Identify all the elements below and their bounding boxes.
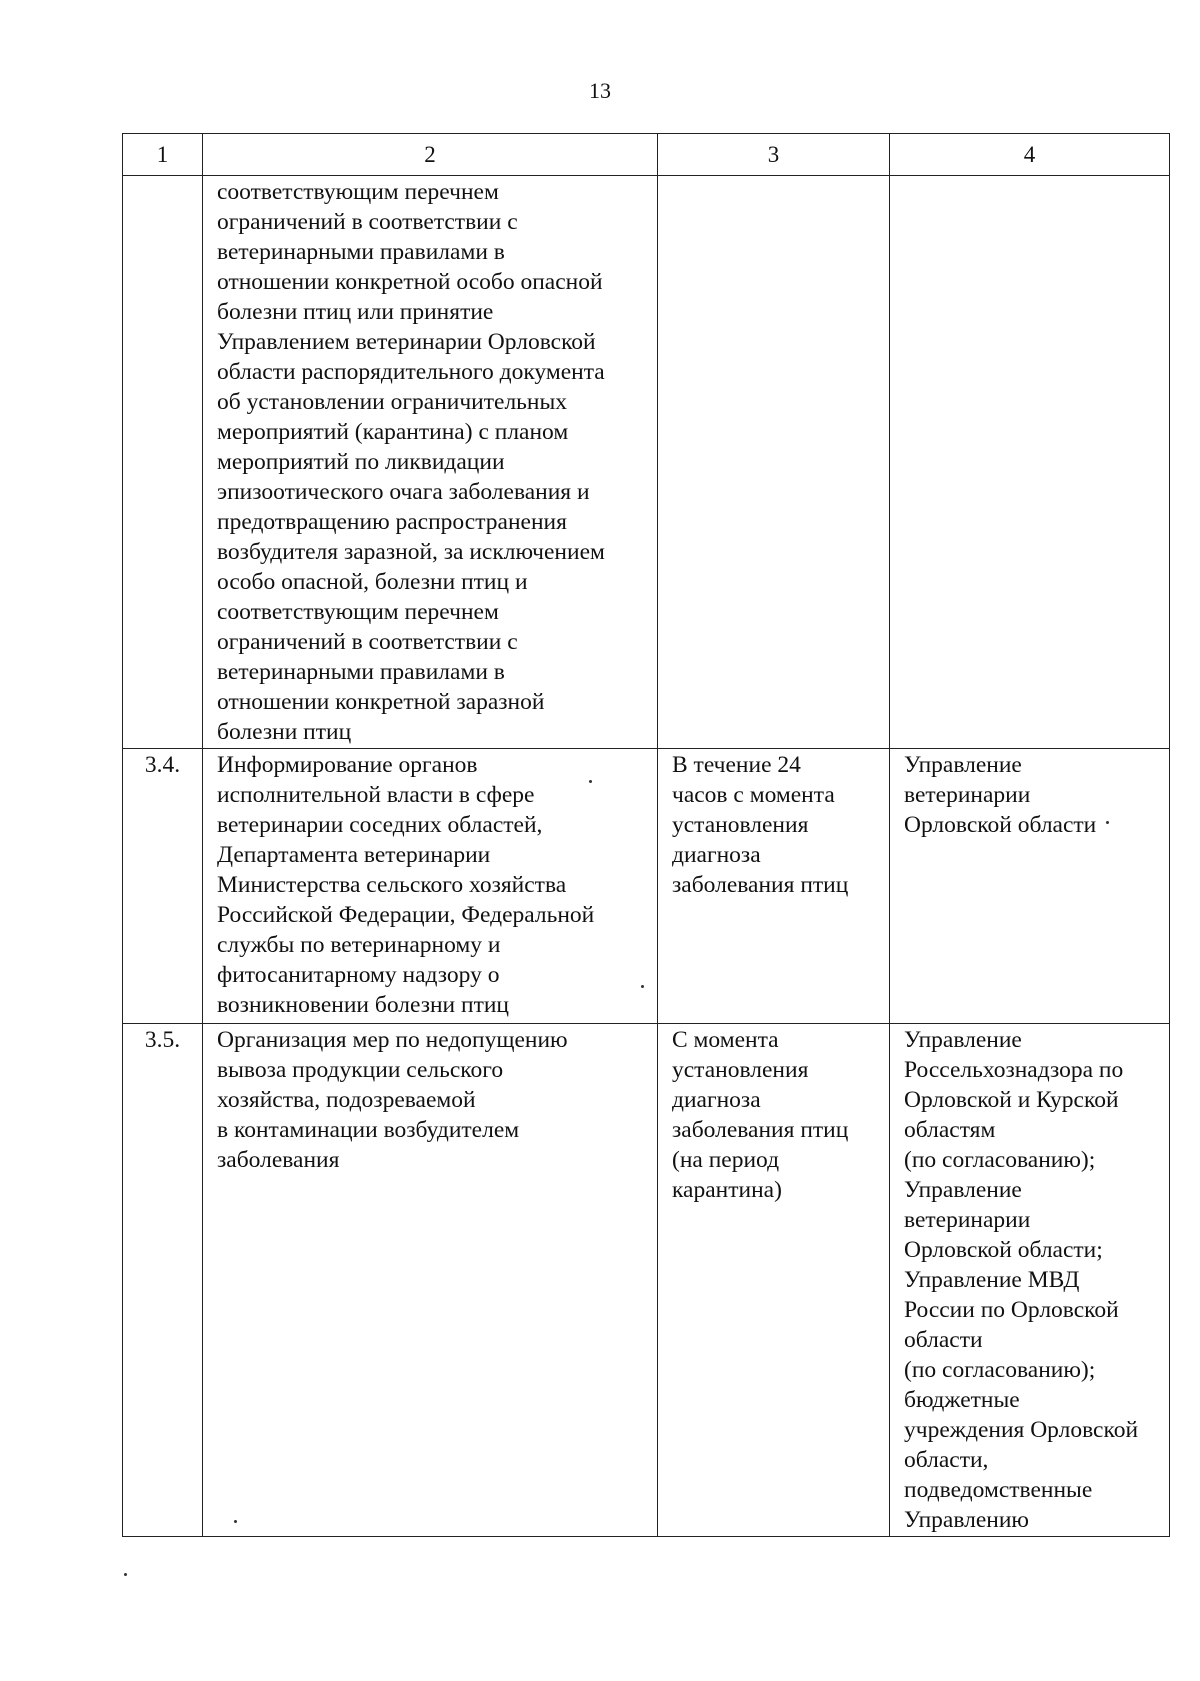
cell-text-line: В течение 24: [672, 752, 801, 778]
cell-text-line: (по согласованию);: [904, 1147, 1096, 1173]
cell-text-line: области распорядительного документа: [217, 359, 605, 385]
cell-text-line: Организация мер по недопущению: [217, 1027, 568, 1053]
cell-text-line: Орловской и Курской: [904, 1087, 1119, 1113]
cell-text-line: областям: [904, 1117, 996, 1143]
cell-text-line: области: [904, 1327, 983, 1353]
cell-text-line: болезни птиц или принятие: [217, 299, 494, 325]
cell-text-line: мероприятий по ликвидации: [217, 449, 505, 475]
cell-text-line: Управление: [904, 752, 1022, 778]
cell-text-line: ветеринарии соседних областей,: [217, 812, 543, 838]
table-row: [123, 1024, 1170, 1537]
scan-speck: [1106, 821, 1109, 824]
measures-table: [122, 133, 1170, 1537]
header-col-4: 4: [890, 134, 1170, 176]
header-col-3: 3: [658, 134, 890, 176]
cell-text-line: установления: [672, 812, 809, 838]
cell-text-line: С момента: [672, 1027, 779, 1053]
cell-text-line: Информирование органов: [217, 752, 478, 778]
responsible-cell: [890, 176, 1170, 749]
scan-speck: [234, 1520, 237, 1523]
header-col-2: 2: [203, 134, 658, 176]
cell-text-line: Управление МВД: [904, 1267, 1080, 1293]
cell-text-line: Орловской области: [904, 812, 1097, 838]
scan-speck: [124, 1573, 127, 1576]
cell-text-line: возбудителя заразной, за исключением: [217, 539, 605, 565]
cell-text-line: России по Орловской: [904, 1297, 1119, 1323]
cell-text-line: ветеринарными правилами в: [217, 659, 505, 685]
deadline-cell: [658, 1024, 890, 1537]
cell-text-line: заболевания птиц: [672, 1117, 849, 1143]
cell-text-line: бюджетные: [904, 1387, 1020, 1413]
row-number-cell: 3.4.: [123, 749, 203, 1024]
cell-text-line: отношении конкретной заразной: [217, 689, 545, 715]
cell-text-line: особо опасной, болезни птиц и: [217, 569, 528, 595]
table-row: [123, 749, 1170, 1024]
scan-speck: [641, 985, 644, 988]
responsible-cell: [890, 749, 1170, 1024]
cell-text-line: учреждения Орловской: [904, 1417, 1139, 1443]
cell-text-line: Департамента ветеринарии: [217, 842, 491, 868]
cell-text-line: Управлению: [904, 1507, 1029, 1533]
cell-text-line: отношении конкретной особо опасной: [217, 269, 603, 295]
table-row: [123, 176, 1170, 749]
cell-text-line: подведомственные: [904, 1477, 1093, 1503]
cell-text-line: диагноза: [672, 842, 761, 868]
header-col-1: 1: [123, 134, 203, 176]
cell-text-line: ограничений в соответствии с: [217, 629, 518, 655]
cell-text-line: об установлении ограничительных: [217, 389, 567, 415]
row-number-cell: [123, 176, 203, 749]
cell-text-line: Россельхознадзора по: [904, 1057, 1124, 1083]
cell-text-line: мероприятий (карантина) с планом: [217, 419, 569, 445]
cell-text-line: вывоза продукции сельского: [217, 1057, 504, 1083]
cell-text-line: эпизоотического очага заболевания и: [217, 479, 590, 505]
cell-text-line: предотвращению распространения: [217, 509, 567, 535]
cell-text-line: службы по ветеринарному и: [217, 932, 501, 958]
cell-text-line: часов с момента: [672, 782, 835, 808]
cell-text-line: области,: [904, 1447, 989, 1473]
cell-text-line: в контаминации возбудителем: [217, 1117, 520, 1143]
cell-text-line: Российской Федерации, Федеральной: [217, 902, 595, 928]
cell-text-line: фитосанитарному надзору о: [217, 962, 500, 988]
cell-text-line: карантина): [672, 1177, 782, 1203]
deadline-cell: [658, 176, 890, 749]
cell-text-line: Управлением ветеринарии Орловской: [217, 329, 596, 355]
cell-text-line: установления: [672, 1057, 809, 1083]
cell-text-line: Орловской области;: [904, 1237, 1103, 1263]
cell-text-line: (по согласованию);: [904, 1357, 1096, 1383]
cell-text-line: хозяйства, подозреваемой: [217, 1087, 476, 1113]
page-number: 13: [589, 78, 611, 103]
cell-text-line: заболевания: [217, 1147, 340, 1173]
cell-text-line: соответствующим перечнем: [217, 179, 499, 205]
cell-text-line: соответствующим перечнем: [217, 599, 499, 625]
cell-text-line: ветеринарии: [904, 782, 1031, 808]
cell-text-line: (на период: [672, 1147, 780, 1173]
cell-text-line: ограничений в соответствии с: [217, 209, 518, 235]
cell-text-line: болезни птиц: [217, 719, 352, 745]
cell-text-line: заболевания птиц: [672, 872, 849, 898]
cell-text-line: исполнительной власти в сфере: [217, 782, 535, 808]
cell-text-line: Управление: [904, 1027, 1022, 1053]
responsible-cell: [890, 1024, 1170, 1537]
action-cell: [203, 176, 658, 749]
cell-text-line: Управление: [904, 1177, 1022, 1203]
cell-text-line: диагноза: [672, 1087, 761, 1113]
deadline-cell: [658, 749, 890, 1024]
cell-text-line: возникновении болезни птиц: [217, 992, 510, 1018]
scan-speck: [589, 780, 592, 783]
cell-text-line: ветеринарии: [904, 1207, 1031, 1233]
cell-text-line: Министерства сельского хозяйства: [217, 872, 567, 898]
cell-text-line: ветеринарными правилами в: [217, 239, 505, 265]
table-header-row: [123, 134, 1170, 176]
row-number-cell: 3.5.: [123, 1024, 203, 1537]
action-cell: [203, 749, 658, 1024]
action-cell: [203, 1024, 658, 1537]
